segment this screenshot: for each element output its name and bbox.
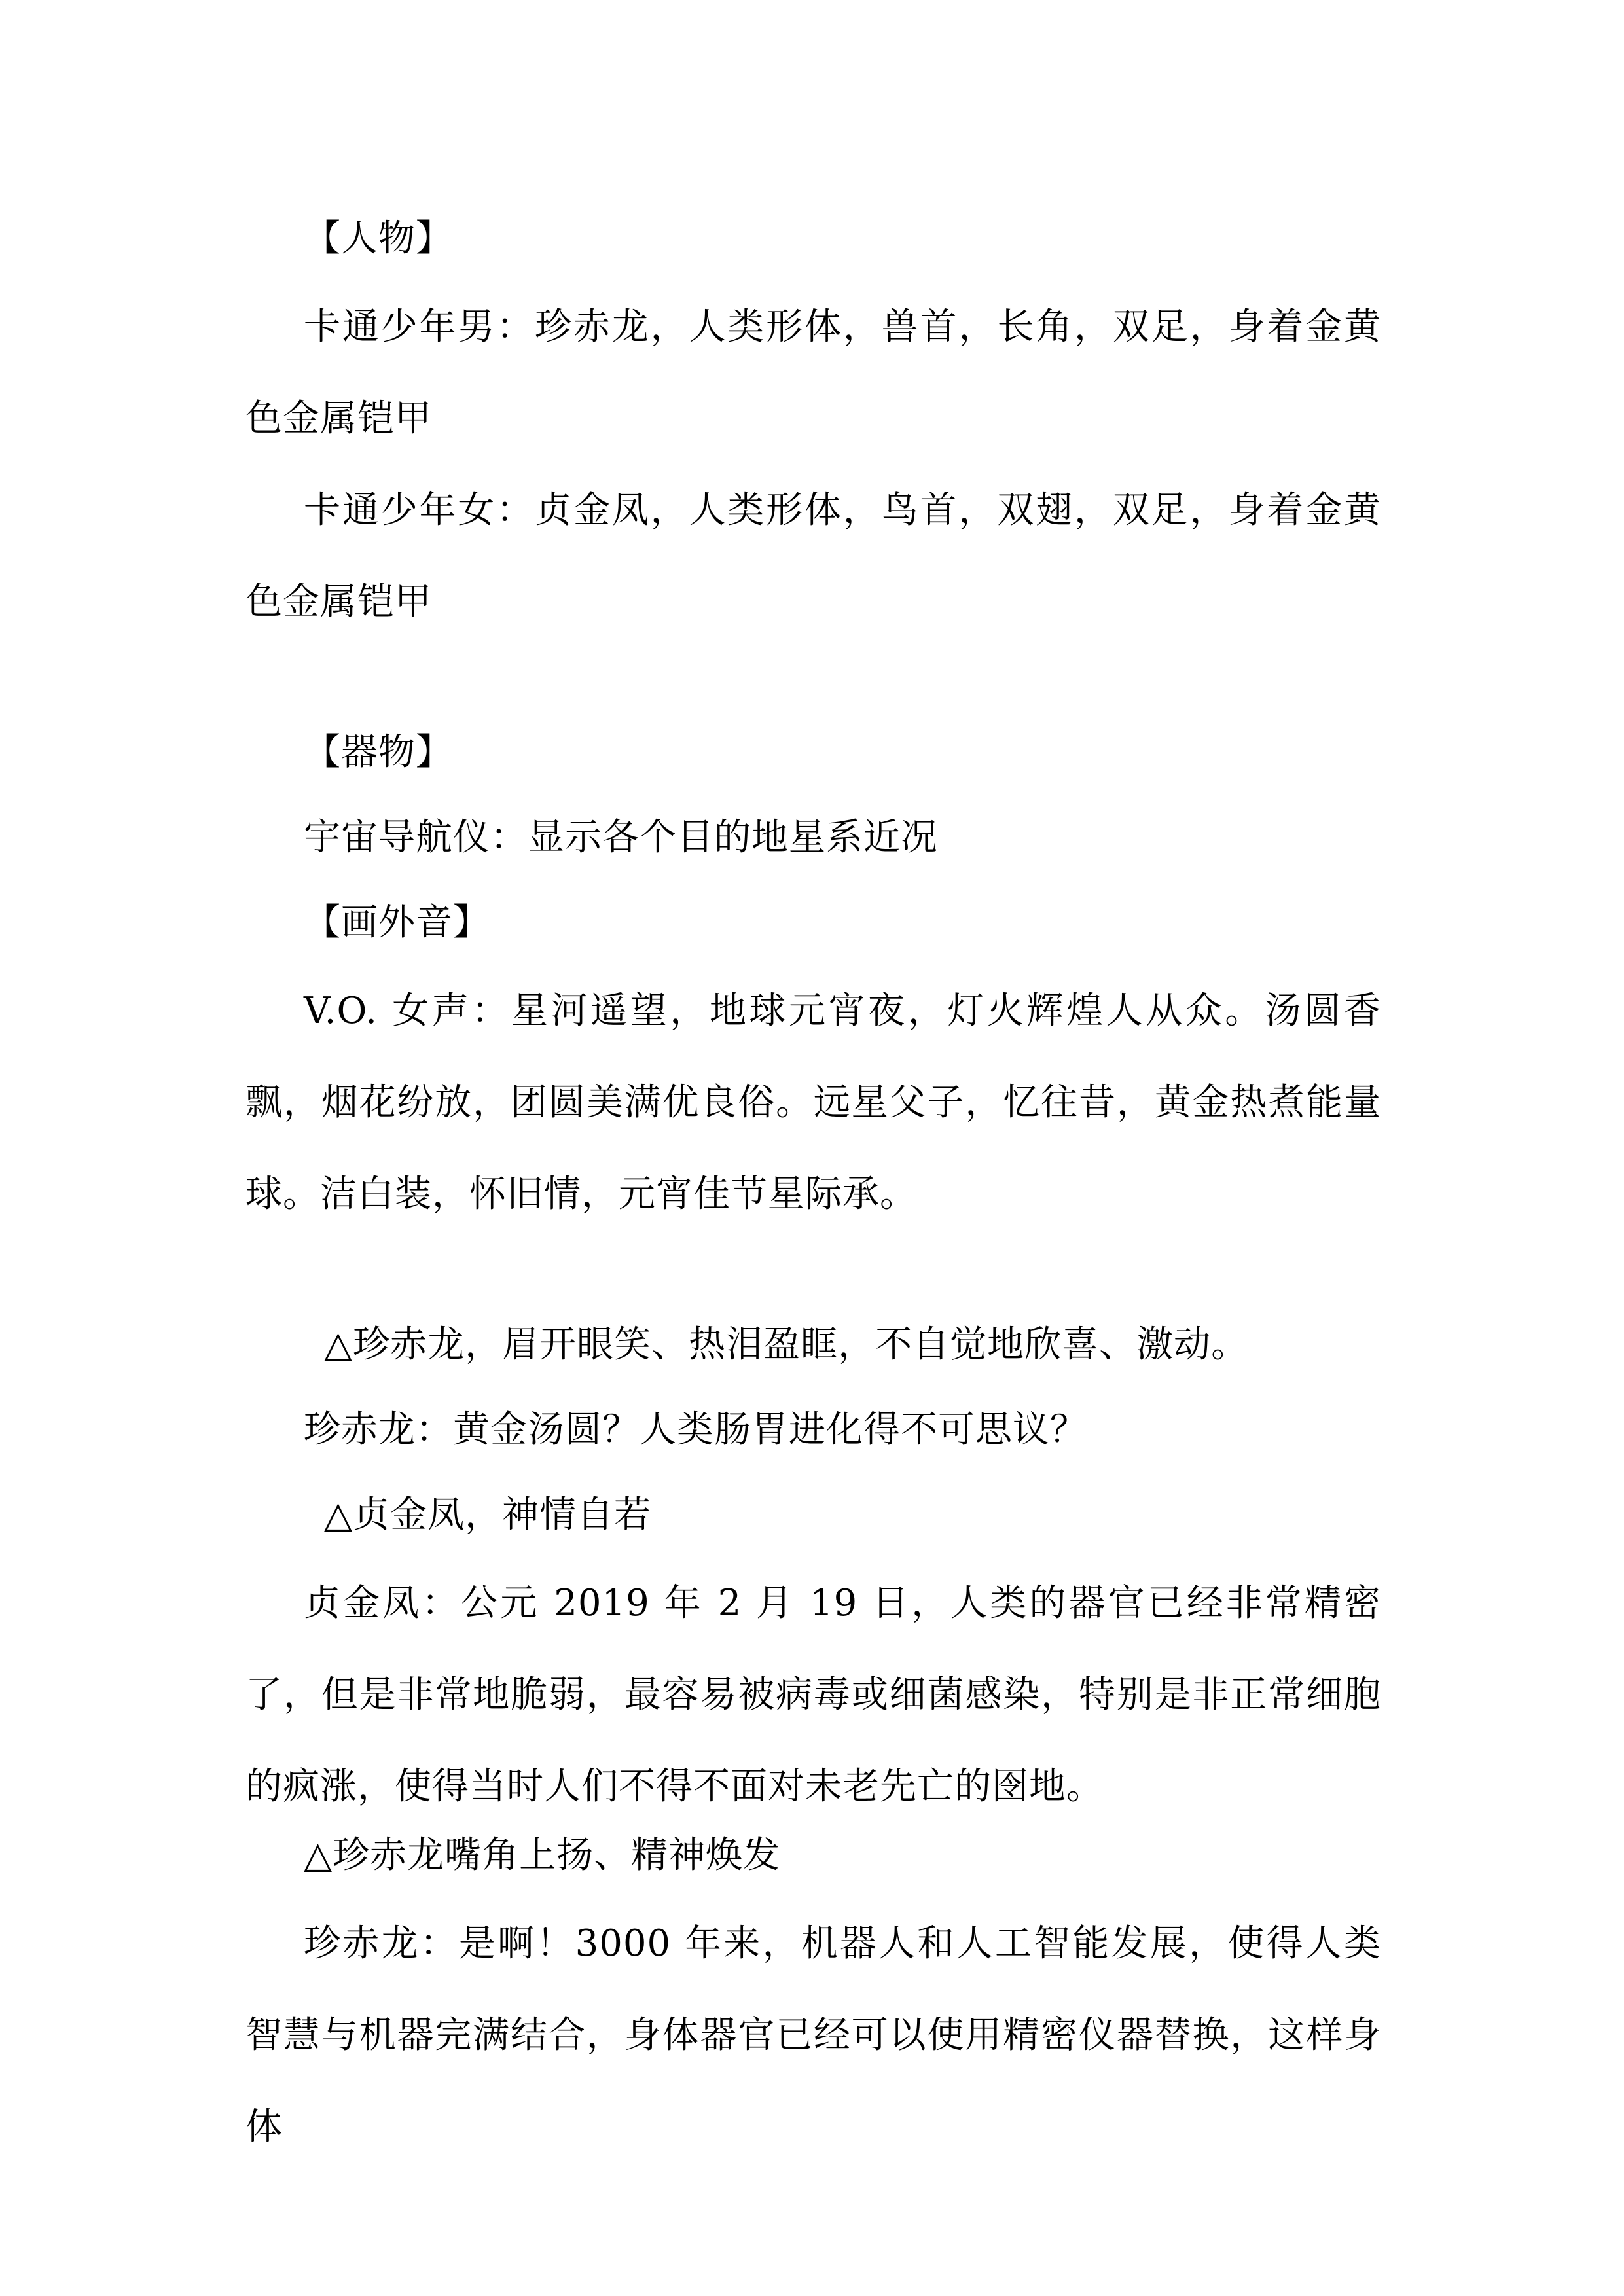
voiceover-paragraph: V.O. 女声：星河遥望，地球元宵夜，灯火辉煌人从众。汤圆香飘，烟花纷放，团圆美满优良俗。远星父子，忆往昔，黄金热煮能量球。洁白装，怀旧情，元宵佳节星际承。: [245, 990, 1381, 1215]
section-heading-props: 【器物】: [304, 731, 453, 774]
stage-direction-3: △珍赤龙嘴角上扬、精神焕发: [304, 1834, 781, 1876]
prop-description-navigator: 宇宙导航仪：显示各个目的地星系近况: [304, 816, 938, 859]
dialogue-paragraph-2: 贞金凤：公元 2019 年 2 月 19 日，人类的器官已经非常精密了，但是非常地脆弱，最容易被病毒或细菌感染，特别是非正常细胞的疯涨，使得当时人们不得不面对未老先亡的囹地。: [245, 1582, 1381, 1808]
character-description-female: 卡通少年女：贞金凤，人类形体，鸟首，双翅，双足，身着金黄色金属铠甲: [245, 489, 1381, 623]
dialogue-line-1: 珍赤龙：黄金汤圆？人类肠胃进化得不可思议？: [304, 1408, 1087, 1451]
stage-direction-1: △珍赤龙，眉开眼笑、热泪盈眶，不自觉地欣喜、激动。: [324, 1323, 1249, 1366]
character-description-male: 卡通少年男：珍赤龙，人类形体，兽首，长角，双足，身着金黄色金属铠甲: [245, 306, 1381, 440]
dialogue-paragraph-3: 珍赤龙：是啊！3000 年来，机器人和人工智能发展，使得人类智慧与机器完满结合，身体器官已经可以使用精密仪器替换，这样身体: [245, 1922, 1381, 2148]
section-heading-characters: 【人物】: [304, 217, 453, 260]
stage-direction-2: △贞金凤，神情自若: [324, 1494, 652, 1536]
section-heading-voiceover: 【画外音】: [304, 901, 490, 944]
